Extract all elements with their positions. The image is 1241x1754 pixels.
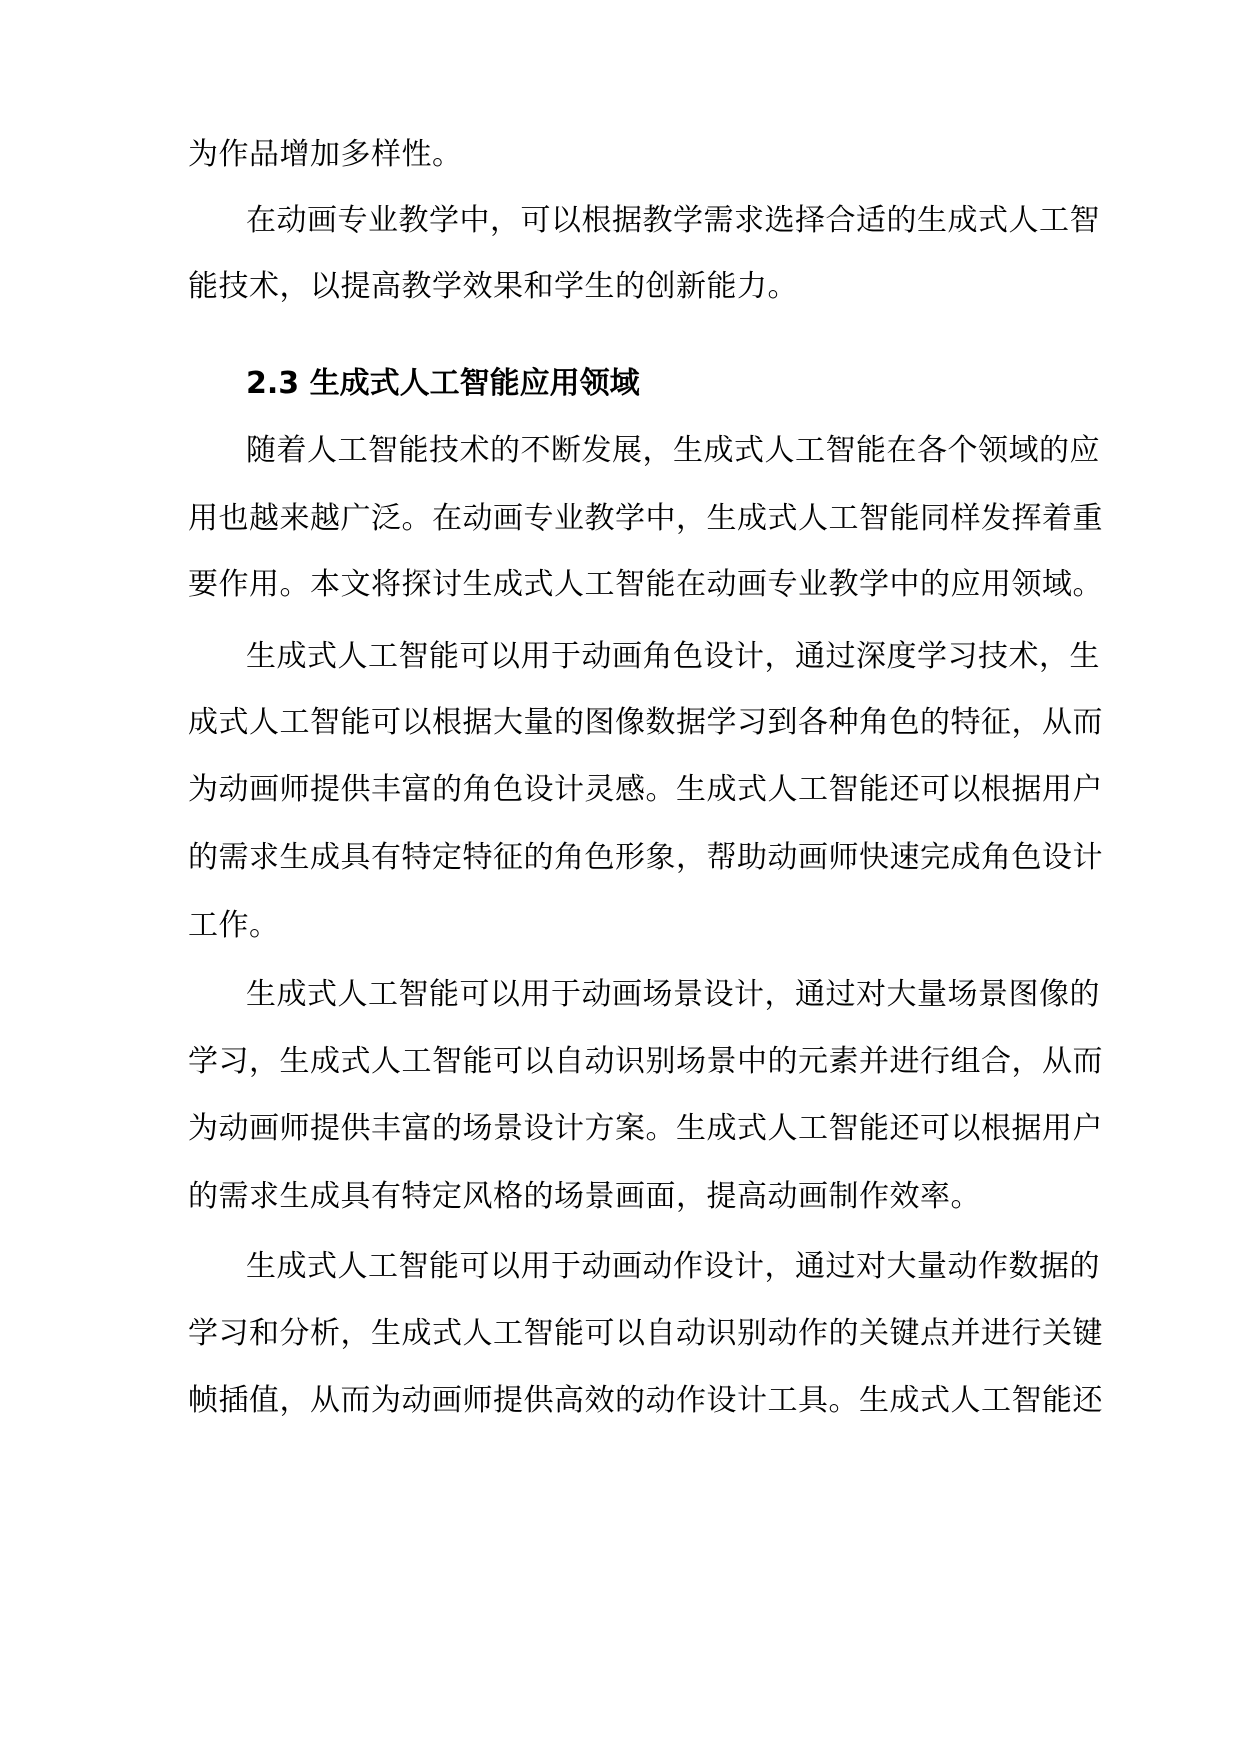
text-line: 随着人工智能技术的不断发展，生成式人工智能在各个领域的应: [246, 433, 1100, 468]
text-line: 帧插值，从而为动画师提供高效的动作设计工具。生成式人工智能还: [188, 1383, 1103, 1418]
text-line: 生成式人工智能可以用于动画动作设计，通过对大量动作数据的: [246, 1249, 1100, 1284]
text-line: 的需求生成具有特定特征的角色形象，帮助动画师快速完成角色设计: [188, 840, 1103, 875]
text-line: 为作品增加多样性。: [188, 137, 463, 172]
text-line: 生成式人工智能可以用于动画场景设计，通过对大量场景图像的: [246, 977, 1100, 1012]
text-line: 为动画师提供丰富的场景设计方案。生成式人工智能还可以根据用户: [188, 1111, 1103, 1146]
text-line: 能技术，以提高教学效果和学生的创新能力。: [188, 269, 798, 304]
text-line: 要作用。本文将探讨生成式人工智能在动画专业教学中的应用领域。: [188, 567, 1103, 602]
text-line: 成式人工智能可以根据大量的图像数据学习到各种角色的特征，从而: [188, 705, 1103, 740]
section-heading: 2.3 生成式人工智能应用领域: [246, 366, 640, 401]
text-line: 的需求生成具有特定风格的场景画面，提高动画制作效率。: [188, 1179, 981, 1214]
text-line: 工作。: [188, 908, 280, 943]
text-line: 为动画师提供丰富的角色设计灵感。生成式人工智能还可以根据用户: [188, 772, 1103, 807]
text-line: 用也越来越广泛。在动画专业教学中，生成式人工智能同样发挥着重: [188, 501, 1103, 536]
text-line: 在动画专业教学中，可以根据教学需求选择合适的生成式人工智: [246, 203, 1100, 238]
text-line: 学习和分析，生成式人工智能可以自动识别动作的关键点并进行关键: [188, 1316, 1103, 1351]
text-line: 学习，生成式人工智能可以自动识别场景中的元素并进行组合，从而: [188, 1044, 1103, 1079]
text-line: 生成式人工智能可以用于动画角色设计，通过深度学习技术，生: [246, 639, 1100, 674]
